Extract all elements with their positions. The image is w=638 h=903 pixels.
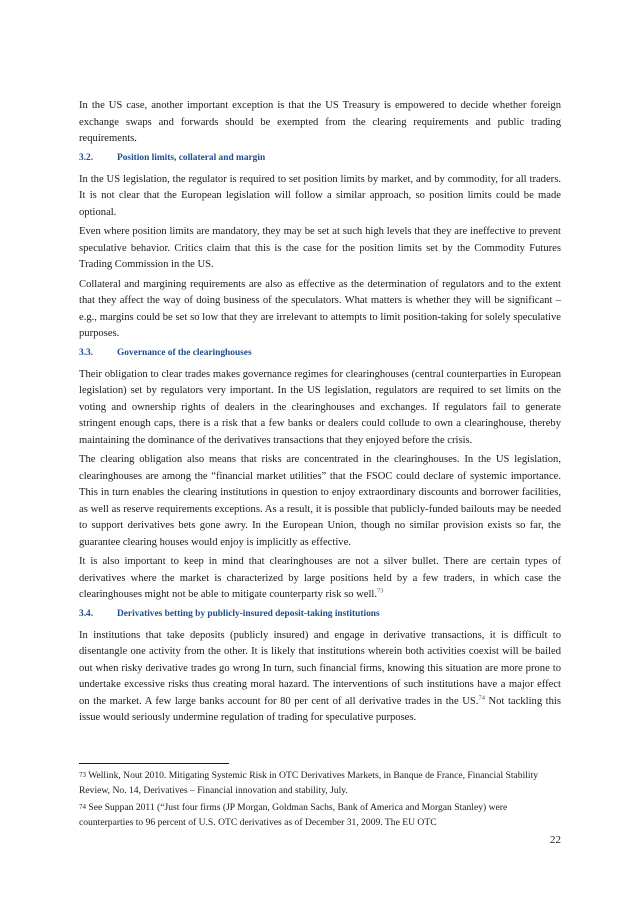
- paragraph: Collateral and margining requirements are also as effective as the determination of regulators and to the extent that they affect the way of doing business of the speculators. What matters is whether they will be significant – e.g., margins could be set so low that they are irrelevant to attempts to limit position-taking for solely speculative purposes.: [79, 278, 561, 339]
- paragraph-text: It is also important to keep in mind that clearinghouses are not a silver bullet. There are certain types of derivatives where the market is characterized by large positions held by a few traders, in which case the clearinghouses might not be able to mitigate counterparty risk so well.: [79, 556, 561, 600]
- page-number: 22: [550, 834, 561, 846]
- footnote-mark: 73: [79, 771, 86, 779]
- section-number: 3.2.: [79, 152, 94, 163]
- paragraph: In the US legislation, the regulator is required to set position limits by market, and by commodity, for all traders. It is not clear that the European legislation will follow a similar approach, so position limits could be made optional.: [79, 173, 561, 218]
- footnote-text: See Suppan 2011 (“Just four firms (JP Morgan, Goldman Sachs, Bank of America and Morgan Stanley) were counterparties to 96 percent of U.S. OTC derivatives as of December 31, 2009. The EU OTC: [79, 802, 508, 828]
- main-content: [79, 98, 561, 730]
- section-heading-3-3: [79, 346, 561, 360]
- footnote-text: Wellink, Nout 2010. Mitigating Systemic Risk in OTC Derivatives Markets, in Banque de France, Financial Stability Review, No. 14, Derivatives – Financial innovation and stability, July.: [79, 770, 539, 796]
- section-number: 3.3.: [79, 347, 94, 358]
- paragraph: [79, 628, 561, 727]
- footnote-separator: [79, 763, 229, 764]
- paragraph: [79, 554, 561, 604]
- paragraph: Their obligation to clear trades makes governance regimes for clearinghouses (central counterparties in European legislation) set by regulators very important. In the US legislation, regulators are required to set limits on the voting and ownership rights of dealers in the clearinghouses and exchanges. If regulators fail to generate stringent enough caps, there is a risk that a few banks or dealers could collude to own a clearinghouse, thereby maintaining the dominance of the derivatives transactions that they enjoyed before the crisis.: [79, 368, 561, 446]
- paragraph: In the US case, another important exception is that the US Treasury is empowered to decide whether foreign exchange swaps and forwards should be exempted from the clearing requirements and public trading requirements.: [79, 100, 561, 144]
- footnote-reference[interactable]: 74: [478, 693, 485, 701]
- footnote-73: [79, 768, 561, 798]
- section-title: Position limits, collateral and margin: [117, 152, 266, 163]
- section-number: 3.4.: [79, 608, 94, 619]
- section-heading-3-2: [79, 151, 561, 165]
- footnote-74: [79, 800, 561, 830]
- footnote-reference[interactable]: 73: [377, 587, 384, 595]
- section-title: Derivatives betting by publicly-insured deposit-taking institutions: [117, 608, 380, 619]
- section-heading-3-4: [79, 607, 561, 621]
- paragraph-text-tail: Not tackling this issue would seriously undermine regulation of trading for speculative purposes.: [79, 695, 561, 723]
- section-title: Governance of the clearinghouses: [117, 347, 252, 358]
- paragraph: Even where position limits are mandatory, they may be set at such high levels that they are ineffective to prevent speculative behavior. Critics claim that this is the case for the position limits set by the Commodity Futures Trading Commission in the US.: [79, 226, 561, 270]
- footnote-mark: 74: [79, 803, 86, 811]
- paragraph: The clearing obligation also means that risks are concentrated in the clearinghouses. In the US legislation, clearinghouses are among the “financial market utilities” that the FSOC could declare of systemic importance. This in turn enables the clearing institutions in question to enjoy extraordinary discounts and borrower facilities, as well as reserve requirements exceptions. As a result, it is possible that publicly-funded bailouts may be needed to support derivatives bets gone awry. In the European Union, though no similar provision exists so far, the guarantee clearing houses would enjoy is implicitly as effective.: [79, 454, 561, 548]
- paragraph-text: In institutions that take deposits (publicly insured) and engage in derivative transactions, it is difficult to disentangle one activity from the other. It is likely that institutions wherein both activities coexist will be bailed out when risky derivative trades go wrong In turn, such financial firms, knowing this situation are more prone to undertake excessive risks thus creating moral hazard. The interventions of such institutions have a major effect on the market. A few large banks account for 80 per cent of all derivative trades in the US.: [79, 629, 561, 707]
- footnotes: [79, 768, 561, 832]
